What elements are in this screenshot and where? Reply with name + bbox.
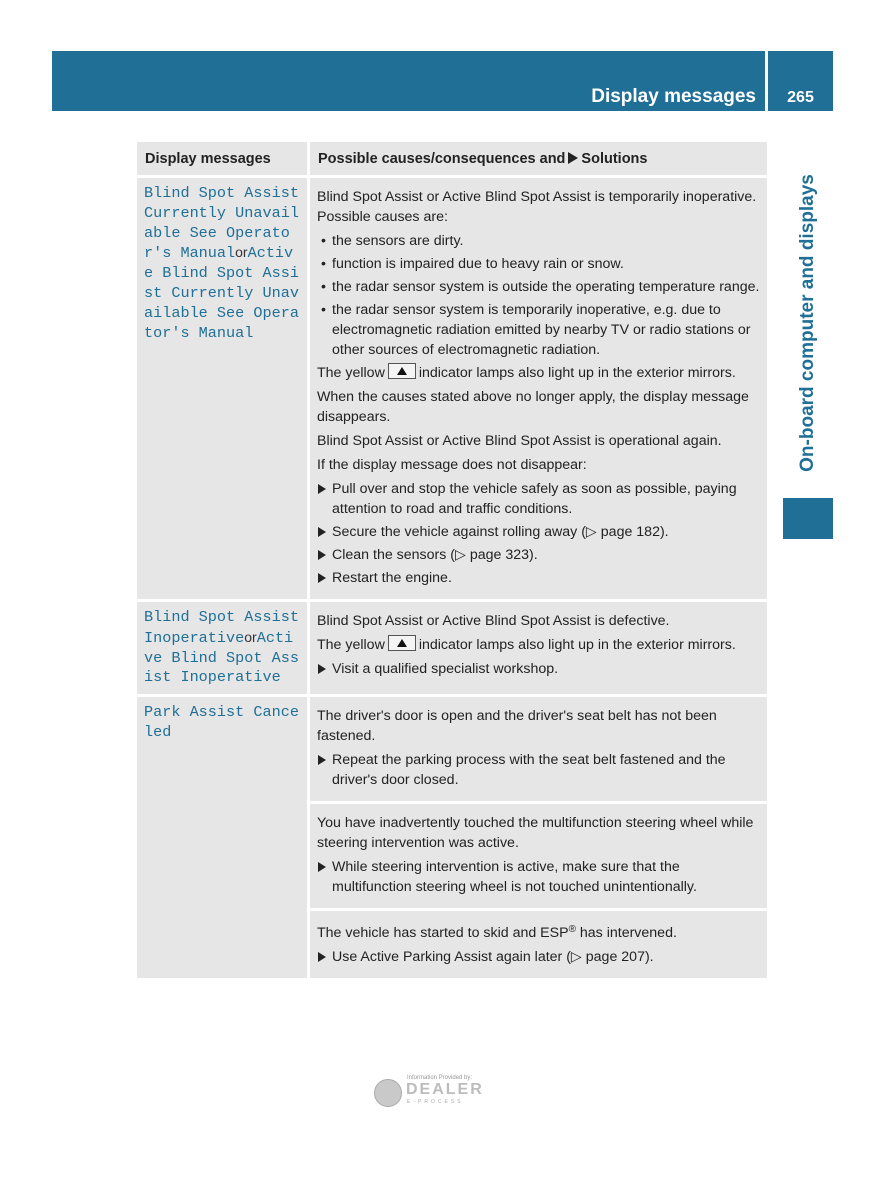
warning-triangle-icon: [388, 635, 416, 651]
side-tab-label: On-board computer and displays: [797, 173, 818, 472]
display-message: Active Blind Spot Assist Currently Unavailable See Operator's Manual: [144, 244, 299, 342]
cause-intro: Blind Spot Assist or Active Blind Spot Assist is temporarily inoperative. Possible causes are:: [317, 189, 757, 225]
table-header-row: [137, 142, 767, 177]
registered-mark: ®: [568, 924, 576, 936]
dealer-logo: [370, 1072, 505, 1112]
logo-tagline: E-PROCESS: [407, 1099, 464, 1105]
message-cell: [137, 177, 309, 601]
solution-cell: [309, 910, 768, 980]
table-row: [137, 601, 767, 696]
indicator-note: [317, 363, 761, 383]
solution-cell: [309, 803, 768, 910]
side-tab-marker: [783, 498, 833, 539]
action-step: Pull over and stop the vehicle safely as soon as possible, paying attention to road and traffic conditions.: [317, 479, 761, 519]
cause-bullet: • the sensors are dirty.: [317, 231, 761, 251]
indicator-note-pre: The yellow: [317, 365, 385, 381]
action-step: Repeat the parking process with the seat belt fastened and the driver's door closed.: [317, 750, 761, 790]
col-header-solutions-label: Solutions: [581, 151, 648, 167]
indicator-note: [317, 635, 761, 655]
display-message: Active Blind Spot Assist Inoperative: [144, 628, 299, 687]
page-title: Display messages: [591, 86, 756, 107]
or-separator: or: [235, 244, 248, 261]
action-step: Visit a qualified specialist workshop.: [317, 659, 761, 679]
or-separator: or: [244, 628, 257, 645]
display-messages-table: [137, 142, 767, 981]
cause-text: [317, 920, 761, 943]
display-message: Park Assist Canceled: [144, 703, 299, 741]
cause-text: You have inadvertently touched the multifunction steering wheel while steering intervention was active.: [317, 815, 754, 852]
cause-bullet: • function is impaired due to heavy rain or snow.: [317, 254, 761, 274]
side-tab: [783, 150, 833, 495]
cause-bullet: • the radar sensor system is temporarily inoperative, e.g. due to electromagnetic radiation emitted by nearby TV or radio stations or other sources of electromagnetic radiation.: [317, 300, 761, 360]
paragraph: Blind Spot Assist or Active Blind Spot Assist is operational again.: [317, 433, 722, 449]
logo-caption: Information Provided by:: [407, 1075, 473, 1081]
cause-text-pre: The vehicle has started to skid and ESP: [317, 925, 569, 942]
logo-wordmark: DEALER: [406, 1081, 484, 1098]
action-step: Clean the sensors (▷ page 323).: [317, 545, 761, 565]
table-row: [137, 177, 767, 601]
action-step: Secure the vehicle against rolling away (▷ page 182).: [317, 522, 761, 542]
page-number: 265: [787, 89, 814, 106]
paragraph: When the causes stated above no longer apply, the display message disappears.: [317, 389, 749, 425]
message-cell: [137, 601, 309, 696]
logo-globe-icon: [374, 1079, 402, 1107]
action-step: While steering intervention is active, make sure that the multifunction steering wheel is not touched unintentionally.: [317, 857, 761, 897]
cause-text-post: has intervened.: [575, 925, 677, 942]
display-message: Blind Spot Assist Inoperative: [144, 608, 299, 647]
solution-cell: [309, 177, 768, 601]
indicator-note-post: indicator lamps also light up in the exterior mirrors.: [418, 365, 736, 381]
cause-text: The driver's door is open and the driver's seat belt has not been fastened.: [317, 708, 717, 745]
indicator-note-post: indicator lamps also light up in the exterior mirrors.: [418, 637, 736, 653]
paragraph: If the display message does not disappear:: [317, 457, 587, 473]
warning-triangle-icon: [388, 363, 416, 379]
arrow-right-icon: [568, 152, 578, 164]
cause-intro: Blind Spot Assist or Active Blind Spot Assist is defective.: [317, 613, 670, 629]
table-row: [137, 696, 767, 803]
action-step: Restart the engine.: [317, 568, 761, 588]
cause-bullet: • the radar sensor system is outside the operating temperature range.: [317, 277, 761, 297]
display-message: Blind Spot Assist Currently Unavailable See Operator's Manual: [144, 184, 299, 263]
indicator-note-pre: The yellow: [317, 637, 385, 653]
solution-cell: [309, 696, 768, 803]
message-cell: [137, 696, 309, 980]
col-header-solutions-text: Possible causes/consequences and: [318, 151, 566, 167]
action-step: Use Active Parking Assist again later (▷ page 207).: [317, 947, 761, 967]
col-header-messages: Display messages: [137, 142, 309, 177]
solution-cell: [309, 601, 768, 696]
col-header-solutions: [309, 142, 768, 177]
